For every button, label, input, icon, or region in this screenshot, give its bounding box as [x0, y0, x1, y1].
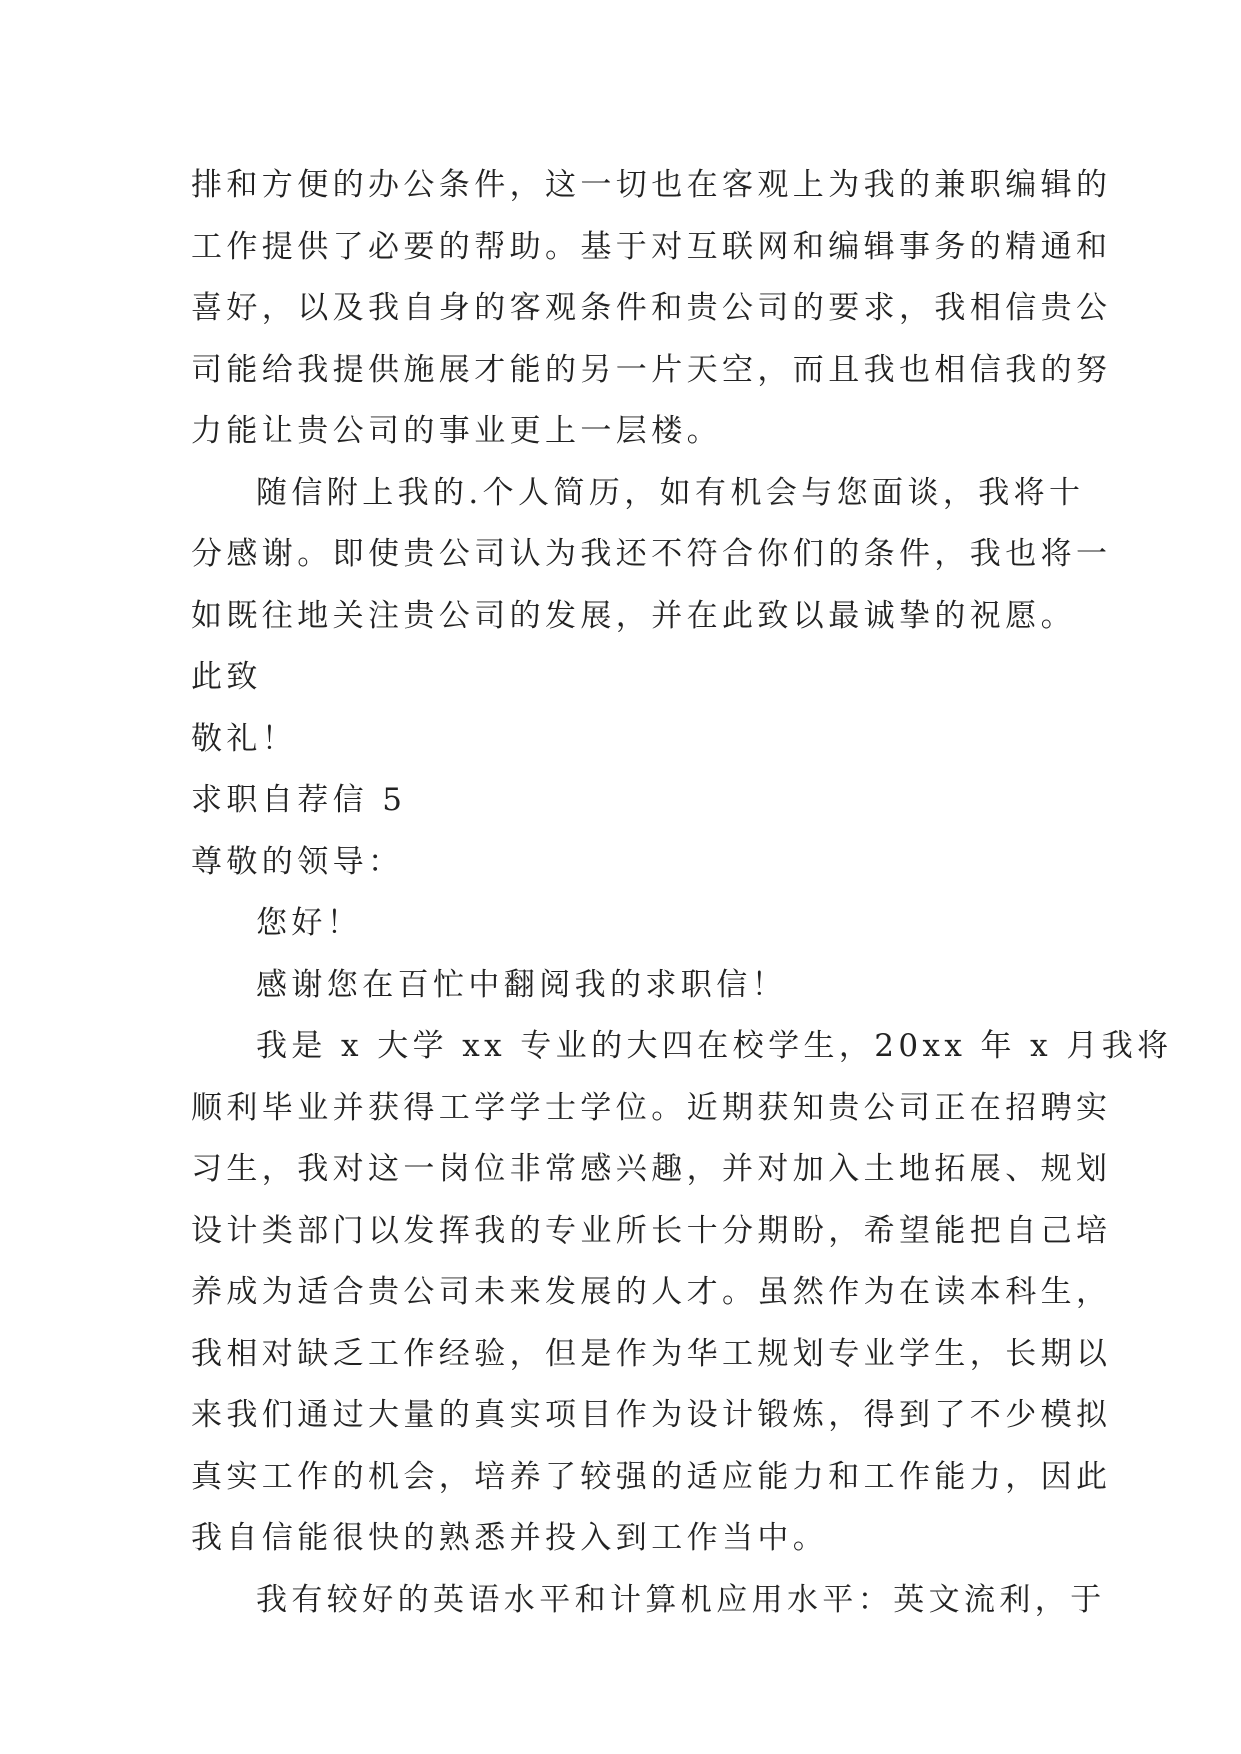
section-title: 求职自荐信 5: [191, 782, 407, 818]
text-line: 我自信能很快的熟悉并投入到工作当中。: [191, 1520, 829, 1556]
text-line: 分感谢。即使贵公司认为我还不符合你们的条件，我也将一: [191, 536, 1112, 572]
text-line: 顺利毕业并获得工学学士学位。近期获知贵公司正在招聘实: [191, 1089, 1112, 1126]
closing-line: 此致: [191, 659, 262, 695]
text-line: 如既往地关注贵公司的发展，并在此致以最诚挚的祝愿。: [191, 597, 1076, 634]
text-line: 喜好，以及我自身的客观条件和贵公司的要求，我相信贵公: [191, 290, 1112, 326]
text-line: 感谢您在百忙中翻阅我的求职信！: [256, 966, 787, 1003]
text-line: 司能给我提供施展才能的另一片天空，而且我也相信我的努: [191, 351, 1112, 388]
text-line: 来我们通过大量的真实项目作为设计锻炼，得到了不少模拟: [191, 1397, 1112, 1433]
text-line: 力能让贵公司的事业更上一层楼。: [191, 413, 722, 449]
text-line: 我有较好的英语水平和计算机应用水平：英文流利，于: [256, 1581, 1106, 1618]
text-line: 真实工作的机会，培养了较强的适应能力和工作能力，因此: [191, 1458, 1112, 1495]
text-line: 排和方便的办公条件，这一切也在客观上为我的兼职编辑的: [191, 167, 1112, 203]
text-line: 习生，我对这一岗位非常感兴趣，并对加入土地拓展、规划: [191, 1151, 1112, 1187]
text-line: 您好！: [256, 905, 363, 941]
text-line: 随信附上我的.个人简历，如有机会与您面谈，我将十: [256, 474, 1085, 511]
text-line: 工作提供了必要的帮助。基于对互联网和编辑事务的精通和: [191, 228, 1112, 265]
text-line: 我相对缺乏工作经验，但是作为华工规划专业学生，长期以: [191, 1335, 1112, 1372]
text-line: 设计类部门以发挥我的专业所长十分期盼，希望能把自己培: [191, 1212, 1112, 1249]
greeting-line: 尊敬的领导：: [191, 843, 404, 880]
letter-body: [191, 155, 1173, 1631]
text-line: 养成为适合贵公司未来发展的人才。虽然作为在读本科生，: [191, 1274, 1112, 1310]
salutation-line: 敬礼！: [191, 720, 298, 757]
text-line: 我是 x 大学 xx 专业的大四在校学生，20xx 年 x 月我将: [256, 1028, 1173, 1064]
